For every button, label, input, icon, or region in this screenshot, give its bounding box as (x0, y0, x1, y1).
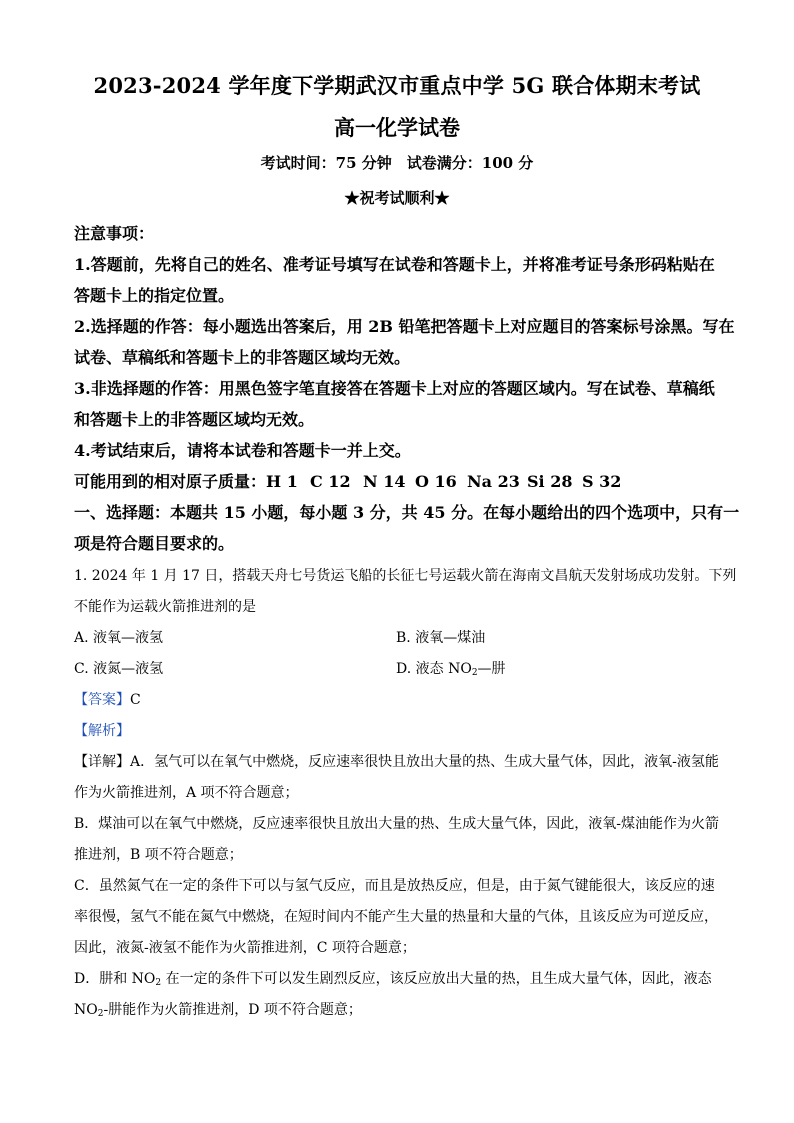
atomic-mass-line (74, 466, 266, 497)
detail-d2-text-pre: NO (74, 1002, 98, 1018)
atomic-mass-h: H 1 (266, 472, 298, 491)
detail-d2-subscript: 2 (97, 1009, 104, 1019)
detail-d-line-1 (74, 964, 712, 999)
notice-item-1-line-1: 1.答题前，先将自己的姓名、准考证号填写在试卷和答题卡上，并将准考证号条形码粘贴在 (74, 255, 715, 274)
good-luck-wish: ★祝考试顺利★ (344, 189, 450, 207)
atomic-mass-o: O 16 (415, 472, 457, 491)
notice-heading: 注意事项： (74, 224, 155, 243)
exam-time-info: 考试时间：75 分钟 试卷满分：100 分 (260, 154, 534, 172)
notice-item-2-line-1: 2.选择题的作答：每小题选出答案后，用 2B 铅笔把答题卡上对应题目的答案标号涂黑。写在 (74, 317, 735, 336)
answer-line (74, 685, 141, 716)
detail-b-line-2: 推进剂，B 项不符合题意； (74, 847, 243, 863)
option-d-text-pre: D. 液态 NO (396, 661, 472, 677)
detail-c-line-1: C．虽然氮气在一定的条件下可以与氢气反应，而且是放热反应，但是，由于氮气键能很大，该反应的速 (74, 878, 715, 894)
question-1-stem-line-2: 不能作为运载火箭推进剂的是 (74, 599, 256, 615)
detail-d-text-post: 在一定的条件下可以发生剧烈反应，该反应放出大量的热，且生成大量气体，因此，液态 (161, 971, 712, 987)
atomic-mass-si: Si 28 (527, 472, 573, 491)
exam-subtitle: 高一化学试卷 (334, 115, 460, 140)
notice-item-1-line-2: 答题卡上的指定位置。 (74, 286, 235, 305)
question-1-option-a: A. 液氧—液氢 (74, 630, 164, 646)
detail-c-line-3: 因此，液氮-液氢不能作为火箭推进剂，C 项符合题意； (74, 940, 416, 956)
option-d-subscript: 2 (471, 668, 478, 678)
detail-d-text-pre: D．肼和 NO (74, 971, 156, 987)
answer-value: C (130, 692, 141, 708)
answer-tag: 【答案】 (74, 692, 130, 708)
exam-title: 2023-2024 学年度下学期武汉市重点中学 5G 联合体期末考试 (93, 73, 701, 98)
atomic-mass-label: 可能用到的相对原子质量： (74, 472, 267, 491)
atomic-mass-c: C 12 (310, 472, 351, 491)
detail-tag: 【详解】 (74, 754, 130, 770)
atomic-mass-na: Na 23 (467, 472, 520, 491)
detail-a-text-1: A．氢气可以在氧气中燃烧，反应速率很快且放出大量的热、生成大量气体，因此，液氧-液氢能 (130, 754, 719, 770)
detail-a-line-2: 作为火箭推进剂，A 项不符合题意； (74, 785, 299, 801)
notice-item-2-line-2: 试卷、草稿纸和答题卡上的非答题区域均无效。 (74, 348, 411, 367)
section-1-heading-line-2: 项是符合题目要求的。 (74, 534, 235, 553)
atomic-mass-n: N 14 (363, 472, 406, 491)
detail-d2-text-post: -肼能作为火箭推进剂，D 项不符合题意； (103, 1002, 362, 1018)
question-1-option-c: C. 液氮—液氢 (74, 661, 164, 677)
option-d-text-post: —肼 (477, 661, 506, 677)
notice-item-3-line-2: 和答题卡上的非答题区域均无效。 (74, 410, 315, 429)
detail-b-line-1: B．煤油可以在氧气中燃烧，反应速率很快且放出大量的热、生成大量气体，因此，液氧-煤油能作为火箭 (74, 816, 720, 832)
question-1-option-d (396, 654, 506, 689)
detail-d-line-2 (74, 995, 362, 1030)
detail-a-line-1 (74, 747, 719, 778)
section-1-heading-line-1: 一、选择题：本题共 15 小题，每小题 3 分，共 45 分。在每小题给出的四个选项中，只有一 (74, 503, 740, 522)
notice-item-3-line-1: 3.非选择题的作答：用黑色签字笔直接答在答题卡上对应的答题区域内。写在试卷、草稿纸 (74, 379, 715, 398)
notice-item-4: 4.考试结束后，请将本试卷和答题卡一并上交。 (74, 441, 411, 460)
question-1-stem-line-1: 1. 2024 年 1 月 17 日，搭载天舟七号货运飞船的长征七号运载火箭在海南文昌航天发射场成功发射。下列 (74, 568, 737, 584)
detail-d-subscript: 2 (155, 978, 162, 988)
detail-c-line-2: 率很慢，氢气不能在氮气中燃烧，在短时间内不能产生大量的热量和大量的气体，且该反应为可逆反应， (74, 909, 718, 925)
analysis-tag: 【解析】 (74, 723, 130, 739)
question-1-option-b: B. 液氧—煤油 (396, 630, 486, 646)
atomic-mass-s: S 32 (582, 472, 622, 491)
